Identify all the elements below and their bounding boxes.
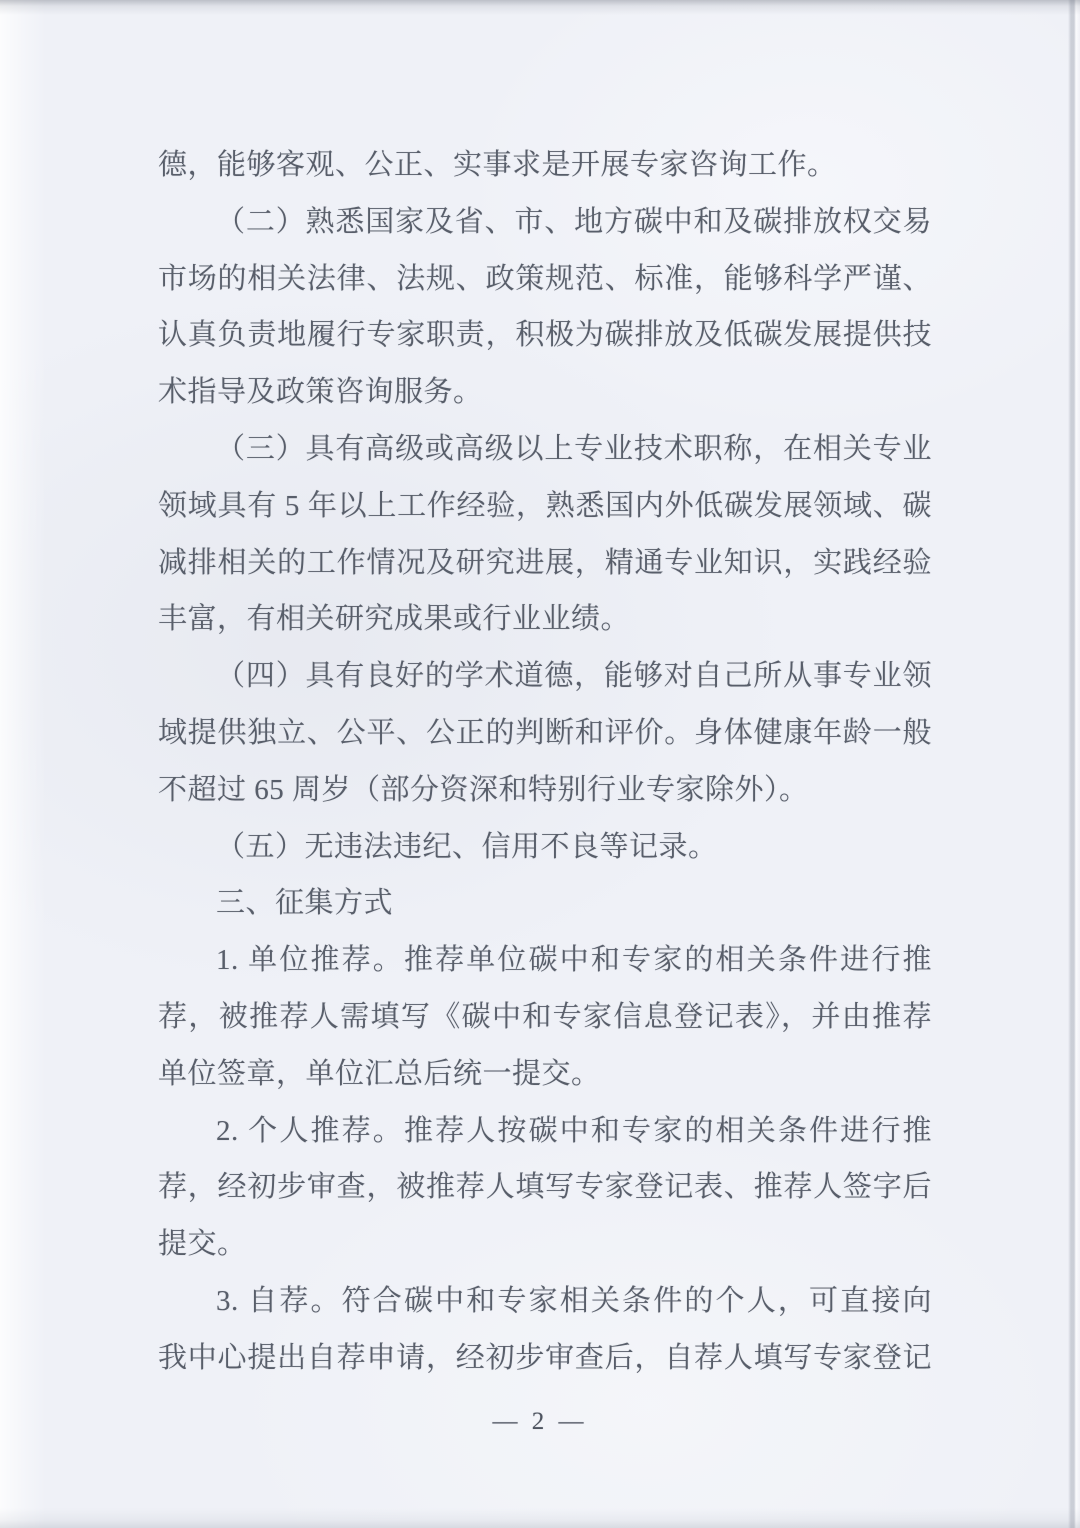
text-line: 荐，被推荐人需填写《碳中和专家信息登记表》，并由推荐 [158, 1000, 932, 1033]
text-line: 认真负责地履行专家职责，积极为碳排放及低碳发展提供技 [158, 319, 932, 352]
text-line: （四）具有良好的学术道德，能够对自己所从事专业领 [216, 660, 932, 693]
page-number [0, 1408, 1080, 1436]
text-line: 我中心提出自荐申请，经初步审查后，自荐人填写专家登记 [158, 1341, 932, 1374]
text-line: 丰富，有相关研究成果或行业业绩。 [158, 603, 631, 636]
text-line: 域提供独立、公平、公正的判断和评价。身体健康年龄一般 [158, 716, 932, 749]
text-line: 三、征集方式 [216, 887, 394, 920]
text-line: 不超过 65 周岁（部分资深和特别行业专家除外）。 [158, 773, 809, 806]
text-line: 市场的相关法律、法规、政策规范、标准，能够科学严谨、 [158, 262, 932, 295]
text-line: 领域具有 5 年以上工作经验，熟悉国内外低碳发展领域、碳 [158, 489, 932, 522]
text-line: 3. 自荐。符合碳中和专家相关条件的个人，可直接向 [216, 1284, 932, 1317]
text-line: 减排相关的工作情况及研究进展，精通专业知识，实践经验 [158, 546, 932, 579]
text-line: 2. 个人推荐。推荐人按碳中和专家的相关条件进行推 [216, 1114, 932, 1147]
text-line: 1. 单位推荐。推荐单位碳中和专家的相关条件进行推 [216, 944, 932, 977]
page-number-label: — 2 — [492, 1408, 588, 1435]
text-line: （五）无违法违纪、信用不良等记录。 [216, 830, 718, 863]
document-body-text [158, 137, 932, 1387]
text-line: 荐，经初步审查，被推荐人填写专家登记表、推荐人签字后 [158, 1171, 932, 1204]
text-line: 德，能够客观、公正、实事求是开展专家咨询工作。 [158, 149, 837, 181]
text-line: （二）熟悉国家及省、市、地方碳中和及碳排放权交易 [216, 205, 932, 238]
text-line: 单位签章，单位汇总后统一提交。 [158, 1057, 601, 1090]
text-line: 提交。 [158, 1228, 247, 1261]
text-line: （三）具有高级或高级以上专业技术职称，在相关专业 [216, 432, 932, 465]
text-line: 术指导及政策咨询服务。 [158, 376, 483, 409]
